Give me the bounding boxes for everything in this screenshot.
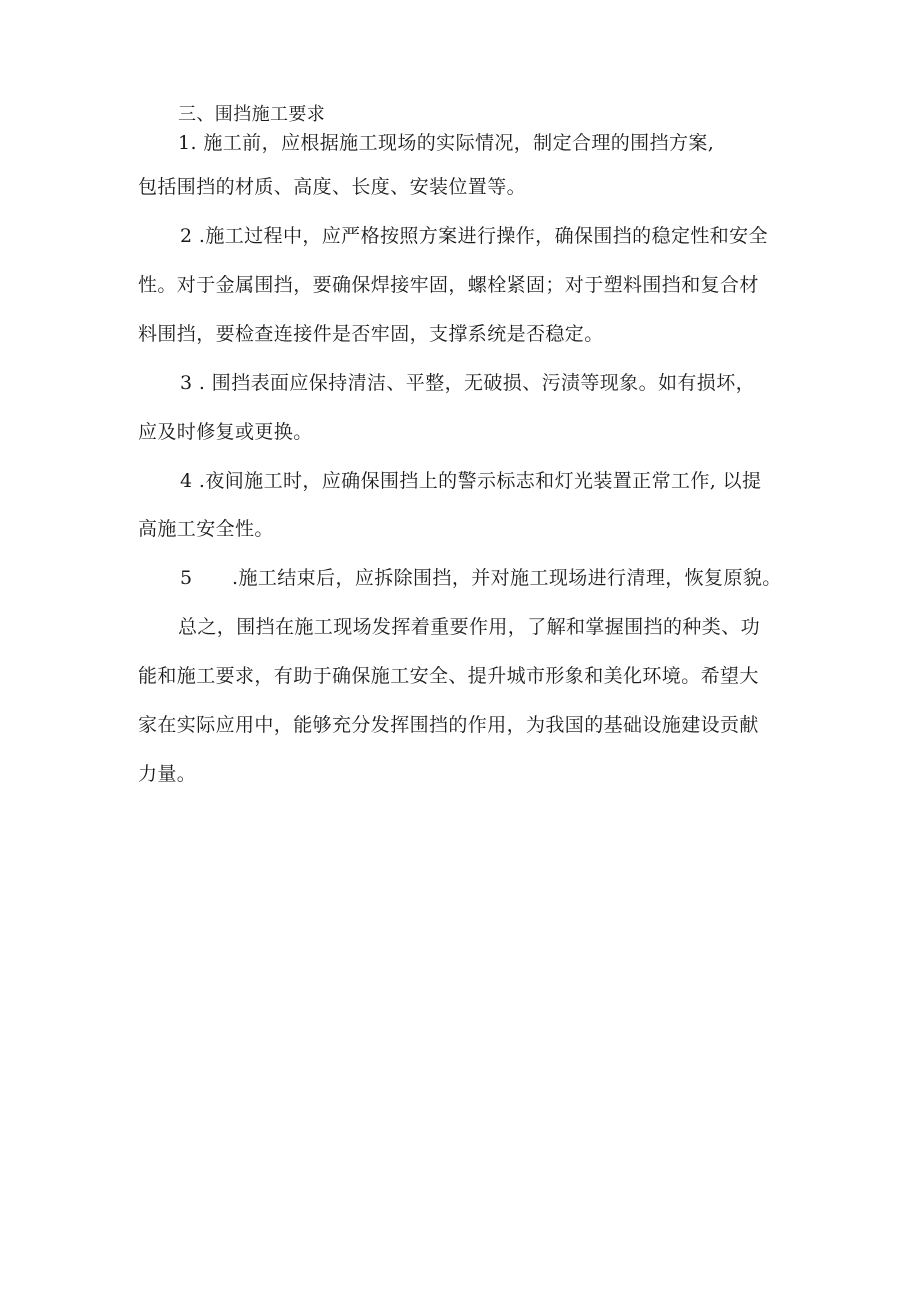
item-2-line-1: 2 .施工过程中，应严格按照方案进行操作，确保围挡的稳定性和安全 bbox=[180, 225, 768, 247]
item-2-line-2: 性。对于金属围挡，要确保焊接牢固，螺栓紧固；对于塑料围挡和复合材 bbox=[138, 274, 759, 296]
item-5-number: 5 bbox=[180, 567, 193, 589]
item-4-line-2: 高施工安全性。 bbox=[138, 518, 274, 540]
item-4-line-1: 4 .夜间施工时，应确保围挡上的警示标志和灯光装置正常工作, 以提 bbox=[180, 470, 762, 492]
item-1-line-1: 1. 施工前，应根据施工现场的实际情况，制定合理的围挡方案, bbox=[178, 132, 715, 154]
item-3-line-1: 3 . 围挡表面应保持清洁、平整，无破损、污渍等现象。如有损坏， bbox=[180, 372, 756, 394]
item-2-line-3: 料围挡，要检查连接件是否牢固，支撑系统是否稳定。 bbox=[138, 323, 604, 345]
section-heading: 三、围挡施工要求 bbox=[178, 104, 326, 125]
conclusion-line-3: 家在实际应用中，能够充分发挥围挡的作用，为我国的基础设施建设贡献 bbox=[138, 714, 759, 736]
conclusion-line-2: 能和施工要求，有助于确保施工安全、提升城市形象和美化环境。希望大 bbox=[138, 665, 759, 687]
item-3-line-2: 应及时修复或更换。 bbox=[138, 421, 313, 443]
conclusion-line-1: 总之，围挡在施工现场发挥着重要作用，了解和掌握围挡的种类、功 bbox=[178, 616, 761, 638]
item-1-line-2: 包括围挡的材质、高度、长度、安装位置等。 bbox=[138, 176, 527, 198]
conclusion-line-4: 力量。 bbox=[138, 763, 197, 785]
item-5-text: .施工结束后，应拆除围挡，并对施工现场进行清理，恢复原貌。 bbox=[232, 567, 782, 589]
